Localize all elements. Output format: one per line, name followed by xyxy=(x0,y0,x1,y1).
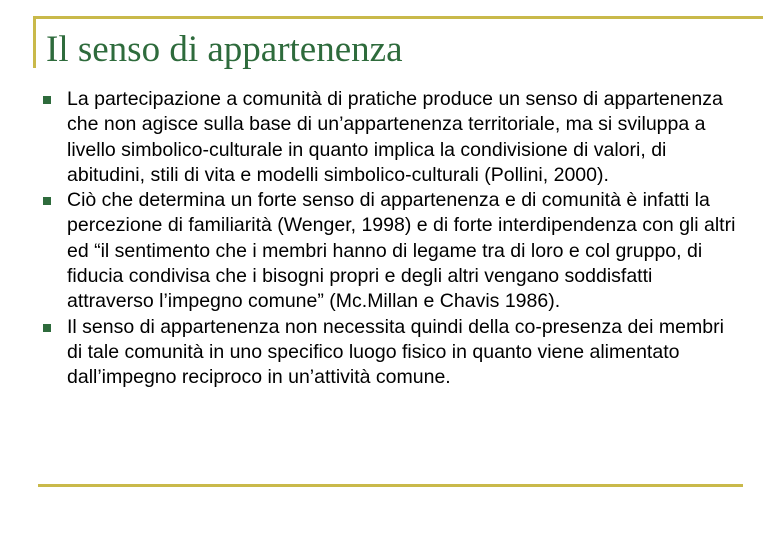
square-bullet-icon xyxy=(43,324,51,332)
bullet-item xyxy=(40,188,740,314)
frame-left-rule xyxy=(33,16,36,68)
square-bullet-icon xyxy=(43,197,51,205)
bullet-list xyxy=(40,87,740,391)
bullet-item xyxy=(40,87,740,188)
bullet-text: La partecipazione a comunità di pratiche produce un senso di appartenenza che non agisce sulla base di un’appartenenza territoriale, ma si sviluppa a livello simbolico-culturale in quanto implica la condivisione di valori, di abitudini, stili di vita e modelli simbolico-culturali (Pollini, 2000). xyxy=(67,88,723,186)
frame-top-rule xyxy=(33,16,763,19)
slide-title: Il senso di appartenenza xyxy=(46,29,403,70)
bullet-item xyxy=(40,315,740,391)
square-bullet-icon xyxy=(43,96,51,104)
frame-bottom-rule xyxy=(38,484,743,487)
bullet-text: Il senso di appartenenza non necessita quindi della co-presenza dei membri di tale comunità in uno specifico luogo fisico in quanto viene alimentato dall’impegno reciproco in un’attività comune. xyxy=(67,315,724,389)
bullet-text: Ciò che determina un forte senso di appartenenza e di comunità è infatti la percezione di familiarità (Wenger, 1998) e di forte interdipendenza con gli altri ed “il sentimento che i membri hanno di legame tra di loro e col gruppo, di fiducia condivisa che i bisogni propri e degli altri vengano soddisfatti attraverso l’impegno comune” (Mc.Millan e Chavis 1986). xyxy=(67,189,736,313)
